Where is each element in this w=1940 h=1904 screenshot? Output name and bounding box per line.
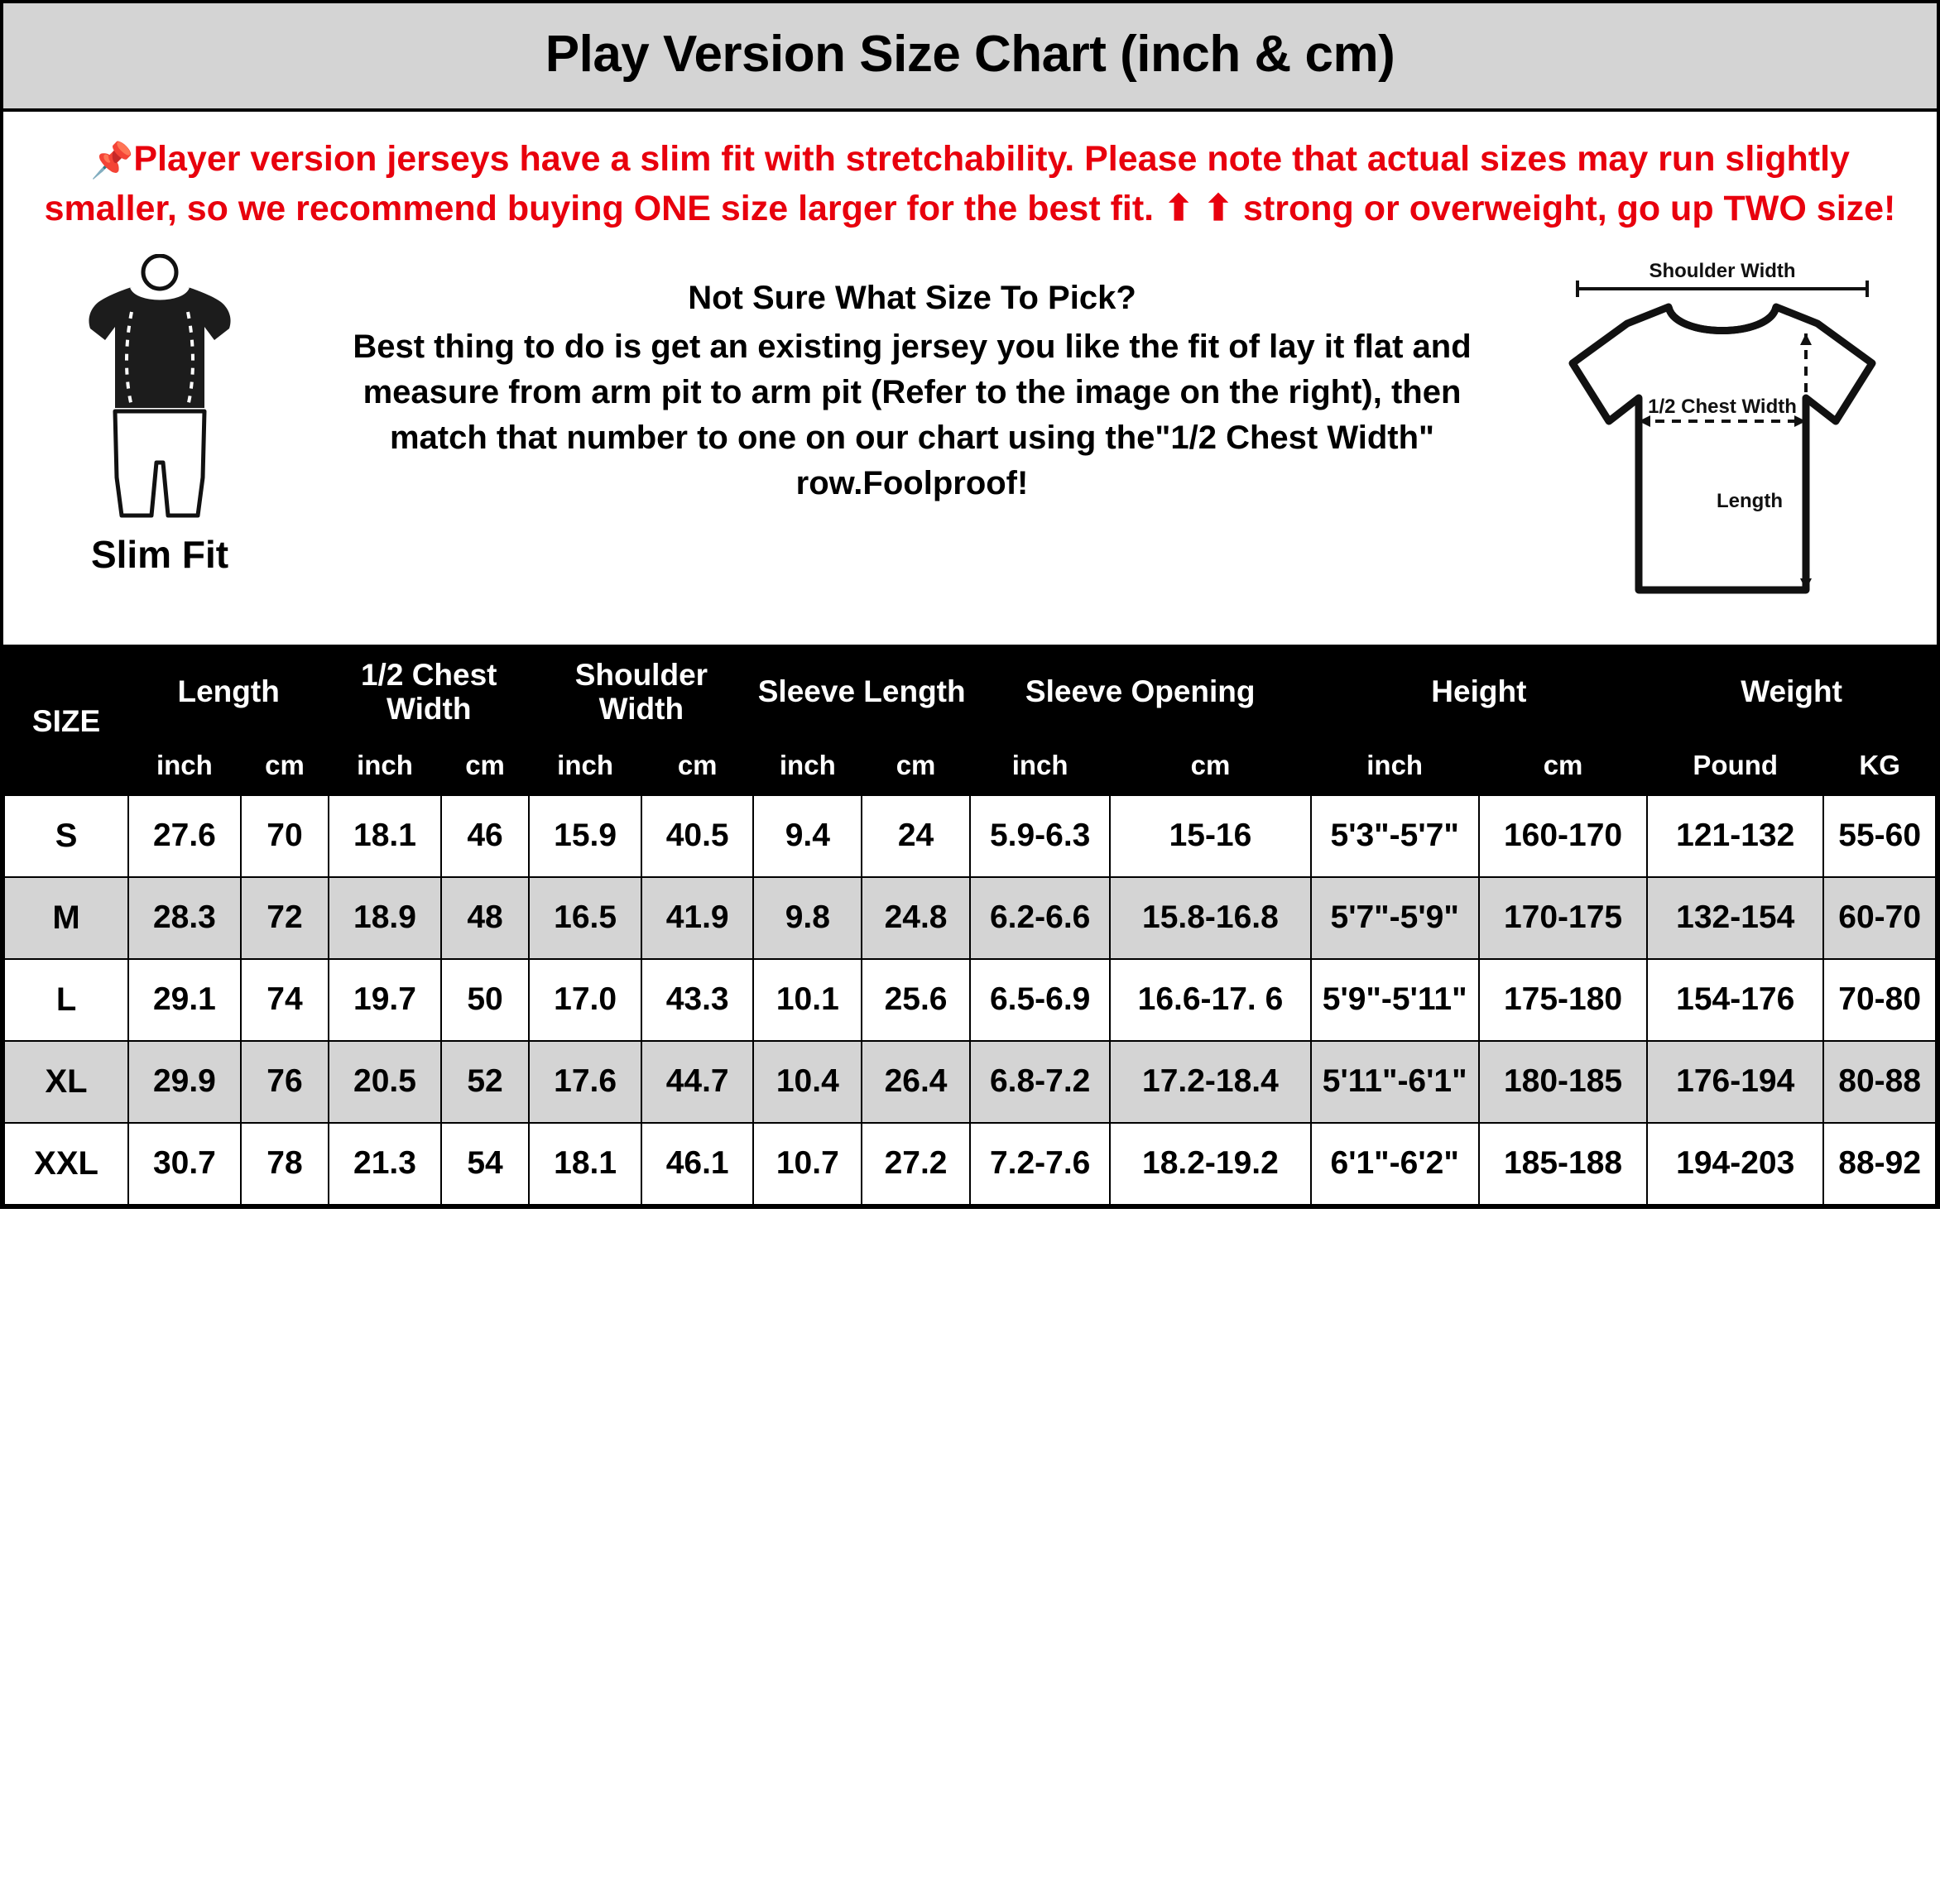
cell-sleeve-length-inch: 10.1 [753,959,862,1041]
cell-weight-pound: 121-132 [1647,795,1823,877]
cell-shoulder-inch: 18.1 [529,1123,641,1205]
chart-title-bar [3,3,1937,112]
fit-notice [3,112,1937,237]
cell-sleeve-length-cm: 25.6 [862,959,970,1041]
size-advice-text [296,242,1528,507]
cell-sleeve-opening-cm: 15-16 [1110,795,1310,877]
cell-shoulder-cm: 40.5 [641,795,754,877]
header-height: Height [1311,649,1648,736]
cell-chest-cm: 52 [441,1041,530,1123]
svg-text:1/2 Chest Width: 1/2 Chest Width [1648,395,1797,418]
slim-fit-body-icon [23,254,296,527]
unit-sleeve-length-inch: inch [753,736,862,795]
cell-weight-pound: 154-176 [1647,959,1823,1041]
header-size: SIZE [4,649,128,795]
cell-length-cm: 78 [241,1123,329,1205]
tshirt-measurement-icon [1544,259,1900,623]
header-weight: Weight [1647,649,1936,736]
cell-size: S [4,795,128,877]
cell-size: L [4,959,128,1041]
unit-height-inch: inch [1311,736,1479,795]
cell-weight-kg: 80-88 [1823,1041,1936,1123]
cell-sleeve-length-cm: 24.8 [862,877,970,959]
cell-shoulder-cm: 43.3 [641,959,754,1041]
cell-shoulder-cm: 41.9 [641,877,754,959]
unit-length-inch: inch [128,736,241,795]
cell-sleeve-opening-cm: 18.2-19.2 [1110,1123,1310,1205]
cell-shoulder-inch: 15.9 [529,795,641,877]
cell-sleeve-length-inch: 9.8 [753,877,862,959]
cell-height-inch: 5'7"-5'9" [1311,877,1479,959]
cell-size: XL [4,1041,128,1123]
unit-shoulder-cm: cm [641,736,754,795]
cell-chest-inch: 20.5 [329,1041,441,1123]
cell-chest-inch: 18.1 [329,795,441,877]
cell-length-inch: 29.1 [128,959,241,1041]
unit-sleeve-opening-inch: inch [970,736,1110,795]
header-sleeve-length: Sleeve Length [753,649,969,736]
cell-weight-kg: 55-60 [1823,795,1936,877]
info-row [3,237,1937,648]
cell-chest-cm: 50 [441,959,530,1041]
svg-text:Length: Length [1717,489,1783,512]
cell-weight-kg: 70-80 [1823,959,1936,1041]
cell-height-inch: 5'11"-6'1" [1311,1041,1479,1123]
tee-diagram-block [1528,242,1917,623]
size-table [3,648,1937,1206]
cell-size: M [4,877,128,959]
cell-height-inch: 6'1"-6'2" [1311,1123,1479,1205]
unit-weight-kg: KG [1823,736,1936,795]
unit-sleeve-length-cm: cm [862,736,970,795]
notice-text-1: Player version jerseys have a slim fit with stretchability. Please note that actual sizes may run slightly smaller, so we recommend buying ONE size larger for the best fit. [44,139,1850,228]
cell-height-inch: 5'3"-5'7" [1311,795,1479,877]
page-title: Play Version Size Chart (inch & cm) [545,26,1395,83]
cell-sleeve-length-inch: 10.4 [753,1041,862,1123]
cell-sleeve-opening-inch: 6.5-6.9 [970,959,1110,1041]
size-advice-question: Not Sure What Size To Pick? [688,279,1136,316]
cell-weight-pound: 194-203 [1647,1123,1823,1205]
table-row [4,795,1936,877]
cell-sleeve-length-cm: 24 [862,795,970,877]
slim-fit-label: Slim Fit [90,532,229,576]
unit-sleeve-opening-cm: cm [1110,736,1310,795]
cell-chest-cm: 46 [441,795,530,877]
cell-length-cm: 70 [241,795,329,877]
svg-text:Shoulder Width: Shoulder Width [1649,259,1796,282]
cell-length-cm: 76 [241,1041,329,1123]
cell-shoulder-inch: 17.0 [529,959,641,1041]
cell-sleeve-opening-inch: 5.9-6.3 [970,795,1110,877]
cell-chest-inch: 19.7 [329,959,441,1041]
unit-chest-inch: inch [329,736,441,795]
cell-length-inch: 29.9 [128,1041,241,1123]
pushpin-icon: 📌 [90,141,134,180]
cell-weight-kg: 60-70 [1823,877,1936,959]
cell-size: XXL [4,1123,128,1205]
table-row [4,1123,1936,1205]
table-row [4,1041,1936,1123]
cell-sleeve-length-inch: 9.4 [753,795,862,877]
cell-shoulder-inch: 16.5 [529,877,641,959]
cell-sleeve-opening-inch: 6.8-7.2 [970,1041,1110,1123]
cell-sleeve-opening-cm: 16.6-17. 6 [1110,959,1310,1041]
size-advice-body: Best thing to do is get an existing jersey you like the fit of lay it flat and measure from arm pit to arm pit (Refer to the image on the right), then match that number to one on our chart using the"1/2 Chest Width" row.Foolproof! [353,328,1472,502]
cell-height-cm: 180-185 [1479,1041,1647,1123]
notice-text-2: strong or overweight, go up TWO size! [1233,188,1896,228]
cell-height-cm: 175-180 [1479,959,1647,1041]
unit-shoulder-inch: inch [529,736,641,795]
cell-shoulder-inch: 17.6 [529,1041,641,1123]
cell-length-cm: 72 [241,877,329,959]
unit-height-cm: cm [1479,736,1647,795]
slim-fit-block [23,242,296,577]
table-row [4,959,1936,1041]
cell-length-cm: 74 [241,959,329,1041]
unit-weight-pound: Pound [1647,736,1823,795]
cell-chest-inch: 18.9 [329,877,441,959]
cell-length-inch: 27.6 [128,795,241,877]
cell-weight-kg: 88-92 [1823,1123,1936,1205]
cell-height-inch: 5'9"-5'11" [1311,959,1479,1041]
unit-chest-cm: cm [441,736,530,795]
cell-sleeve-opening-cm: 17.2-18.4 [1110,1041,1310,1123]
table-row [4,877,1936,959]
header-sleeve-opening: Sleeve Opening [970,649,1311,736]
cell-sleeve-length-cm: 27.2 [862,1123,970,1205]
cell-sleeve-opening-inch: 6.2-6.6 [970,877,1110,959]
unit-length-cm: cm [241,736,329,795]
header-length: Length [128,649,329,736]
cell-sleeve-opening-inch: 7.2-7.6 [970,1123,1110,1205]
cell-weight-pound: 132-154 [1647,877,1823,959]
cell-height-cm: 160-170 [1479,795,1647,877]
cell-chest-cm: 48 [441,877,530,959]
cell-sleeve-length-cm: 26.4 [862,1041,970,1123]
cell-height-cm: 170-175 [1479,877,1647,959]
cell-sleeve-opening-cm: 15.8-16.8 [1110,877,1310,959]
cell-shoulder-cm: 44.7 [641,1041,754,1123]
cell-length-inch: 28.3 [128,877,241,959]
cell-weight-pound: 176-194 [1647,1041,1823,1123]
table-group-header-row [4,649,1936,736]
cell-chest-inch: 21.3 [329,1123,441,1205]
cell-height-cm: 185-188 [1479,1123,1647,1205]
cell-chest-cm: 54 [441,1123,530,1205]
cell-shoulder-cm: 46.1 [641,1123,754,1205]
cell-length-inch: 30.7 [128,1123,241,1205]
arrow-up-icon: ⬆ ⬆ [1164,188,1234,228]
cell-sleeve-length-inch: 10.7 [753,1123,862,1205]
header-shoulder-width: Shoulder Width [529,649,753,736]
header-half-chest-width: 1/2 Chest Width [329,649,529,736]
table-unit-header-row [4,736,1936,795]
